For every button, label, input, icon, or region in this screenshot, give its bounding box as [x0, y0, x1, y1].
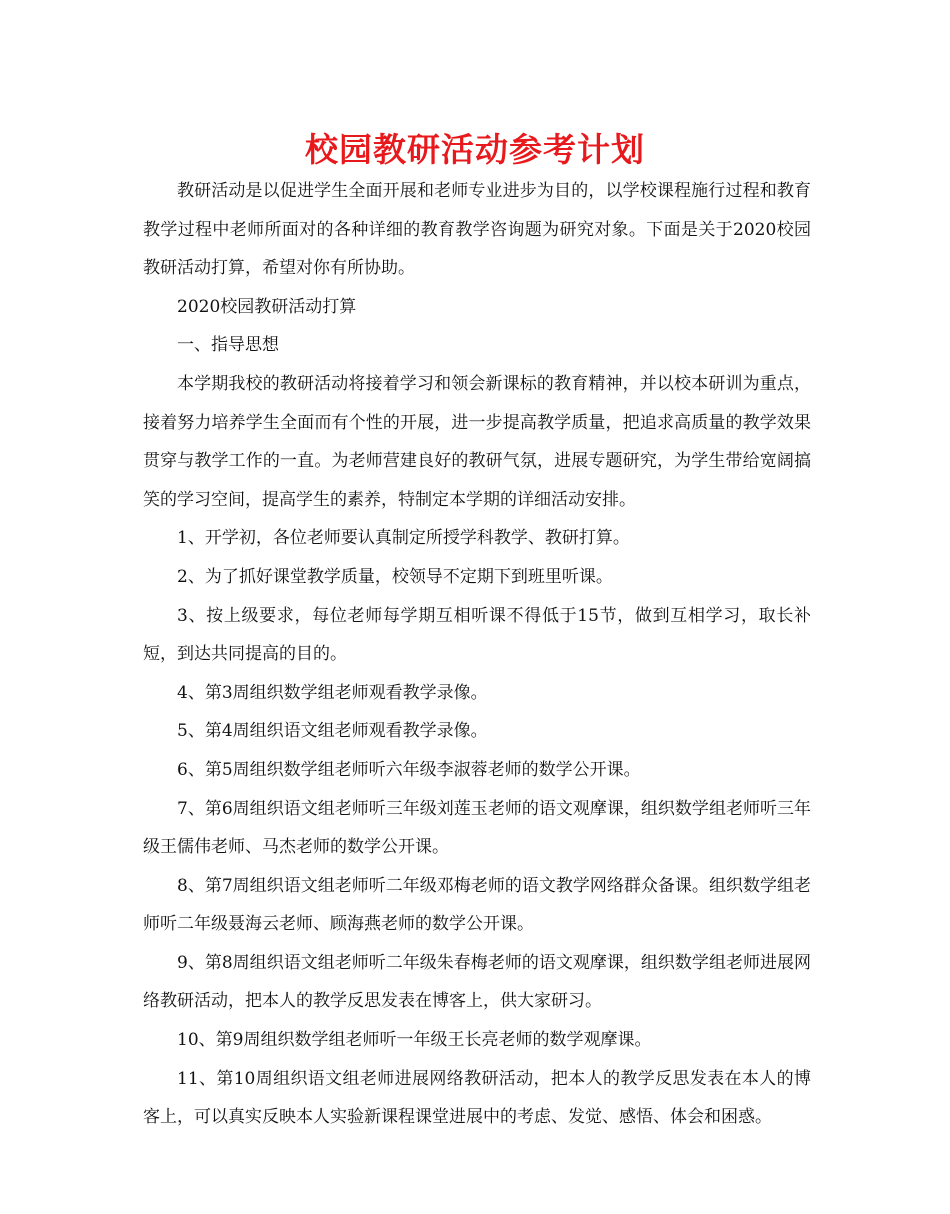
guiding-thought-paragraph: 本学期我校的教研活动将接着学习和领会新课标的教育精神，并以校本研训为重点，接着努力培养学生全面而有个性的开展，进一步提高教学质量，把追求高质量的教学效果贯穿与教学工作的一直。为老师营建良好的教研气氛，进展专题研究，为学生带给宽阔搞笑的学习空间，提高学生的素养，特制定本学期的详细活动安排。	[143, 373, 811, 510]
section-heading-guiding-thought: 一、指导思想	[177, 335, 279, 356]
list-item: 4、第3周组织数学组老师观看教学录像。	[177, 682, 488, 703]
list-item: 8、第7周组织语文组老师听二年级邓梅老师的语文教学网络群众备课。组织数学组老师听二年级聂海云老师、顾海燕老师的数学公开课。	[143, 875, 811, 935]
list-item: 1、开学初，各位老师要认真制定所授学科教学、教研打算。	[177, 528, 630, 549]
list-item: 10、第9周组织数学组老师听一年级王长亮老师的数学观摩课。	[177, 1030, 652, 1051]
list-item: 2、为了抓好课堂教学质量，校领导不定期下到班里听课。	[177, 566, 613, 587]
document-body	[143, 172, 811, 1137]
document-title: 校园教研活动参考计划	[305, 130, 645, 169]
list-item: 11、第10周组织语文组老师进展网络教研活动，把本人的教学反思发表在本人的博客上，可以真实反映本人实验新课程课堂进展中的考虑、发觉、感悟、体会和困惑。	[143, 1068, 811, 1128]
list-item: 9、第8周组织语文组老师听二年级朱春梅老师的语文观摩课，组织数学组老师进展网络教研活动，把本人的教学反思发表在博客上，供大家研习。	[143, 952, 811, 1012]
intro-paragraph: 教研活动是以促进学生全面开展和老师专业进步为目的，以学校课程施行过程和教育教学过程中老师所面对的各种详细的教育教学咨询题为研究对象。下面是关于2020校园教研活动打算，希望对你有所协助。	[143, 181, 811, 279]
list-item: 5、第4周组织语文组老师观看教学录像。	[177, 721, 488, 742]
plan-heading: 2020校园教研活动打算	[177, 296, 357, 317]
list-item: 7、第6周组织语文组老师听三年级刘莲玉老师的语文观摩课，组织数学组老师听三年级王儒伟老师、马杰老师的数学公开课。	[143, 798, 811, 858]
list-item: 3、按上级要求，每位老师每学期互相听课不得低于15节，做到互相学习，取长补短，到达共同提高的目的。	[143, 605, 811, 665]
list-item: 6、第5周组织数学组老师听六年级李淑蓉老师的数学公开课。	[177, 759, 641, 780]
